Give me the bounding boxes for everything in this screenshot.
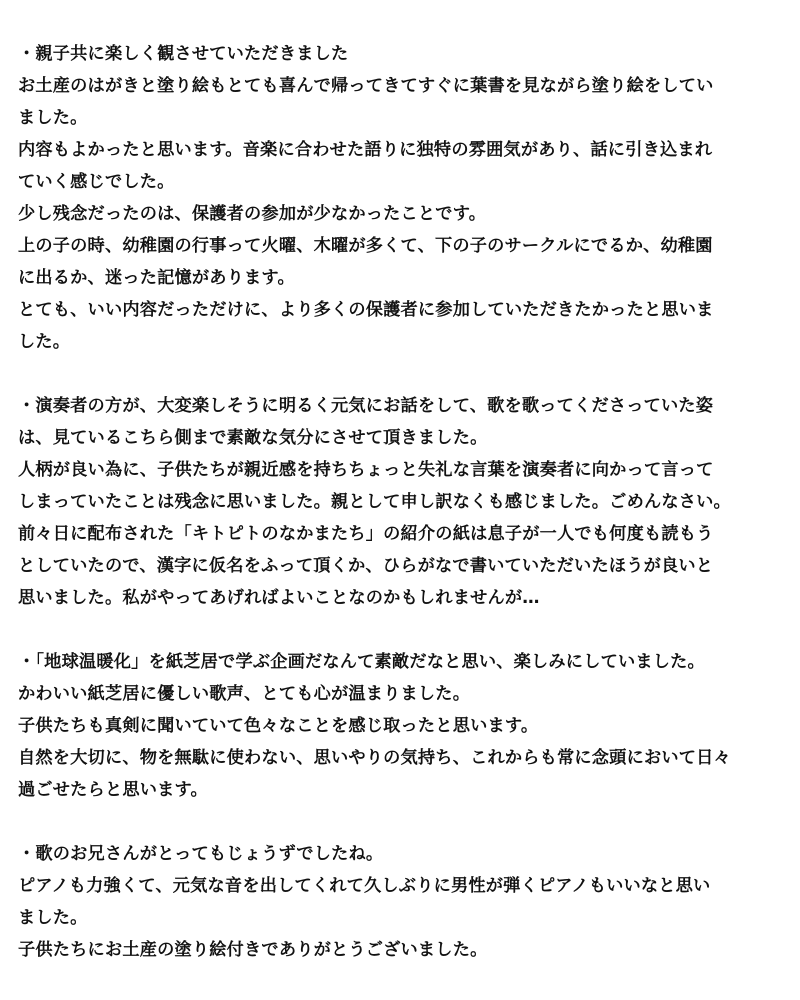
text-line: ・演奏者の方が、大変楽しそうに明るく元気にお話をして、歌を歌ってくださっていた姿 [18,396,714,416]
text-line: は、見ているこちら側まで素敵な気分にさせて頂きました。 [18,428,488,448]
feedback-paragraph [18,390,788,614]
text-line: 人柄が良い為に、子供たちが親近感を持ちちょっと失礼な言葉を演奏者に向かって言って [18,460,714,480]
text-line: ました。 [18,108,88,128]
feedback-paragraph [18,38,788,358]
text-line: ・「地球温暖化」を紙芝居で学ぶ企画だなんて素敵だなと思い、楽しみにしていました。 [18,652,705,672]
text-line: 子供たちも真剣に聞いていて色々なことを感じ取ったと思います。 [18,716,539,736]
text-line: 前々日に配布された「キトピトのなかまたち」の紹介の紙は息子が一人でも何度も読もう [18,524,714,544]
text-line: とても、いい内容だっただけに、より多くの保護者に参加していただきたかったと思いま [18,300,714,320]
feedback-paragraph [18,838,788,966]
text-line: ました。 [18,908,88,928]
text-line: ていく感じでした。 [18,172,175,192]
text-line: 少し残念だったのは、保護者の参加が少なかったことです。 [18,204,487,224]
text-line: ・親子共に楽しく観させていただきました [18,44,349,64]
feedback-document [18,38,788,998]
text-line: 自然を大切に、物を無駄に使わない、思いやりの気持ち、これからも常に念頭において日々 [18,748,731,768]
text-line: 過ごせたらと思います。 [18,780,208,800]
text-line: ・歌のお兄さんがとってもじょうずでしたね。 [18,844,384,864]
feedback-paragraph [18,646,788,806]
text-line: 思いました。私がやってあげればよいことなのかもしれませんが… [18,588,540,608]
text-line: お土産のはがきと塗り絵もとても喜んで帰ってきてすぐに葉書を見ながら塗り絵をしてい [18,76,714,96]
text-line: 上の子の時、幼稚園の行事って火曜、木曜が多くて、下の子のサークルにでるか、幼稚園 [18,236,713,256]
text-line: 子供たちにお土産の塗り絵付きでありがとうございました。 [18,940,488,960]
text-line: かわいい紙芝居に優しい歌声、とても心が温まりました。 [18,684,471,704]
text-line: としていたので、漢字に仮名をふって頂くか、ひらがなで書いていただいたほうが良いと [18,556,714,576]
text-line: に出るか、迷った記憶があります。 [18,268,295,288]
text-line: した。 [18,332,71,352]
text-line: しまっていたことは残念に思いました。親として申し訳なくも感じました。ごめんなさい。 [18,492,731,512]
text-line: ピアノも力強くて、元気な音を出してくれて久しぶりに男性が弾くピアノもいいなと思い [18,876,711,896]
text-line: 内容もよかったと思います。音楽に合わせた語りに独特の雰囲気があり、話に引き込まれ [18,140,713,160]
